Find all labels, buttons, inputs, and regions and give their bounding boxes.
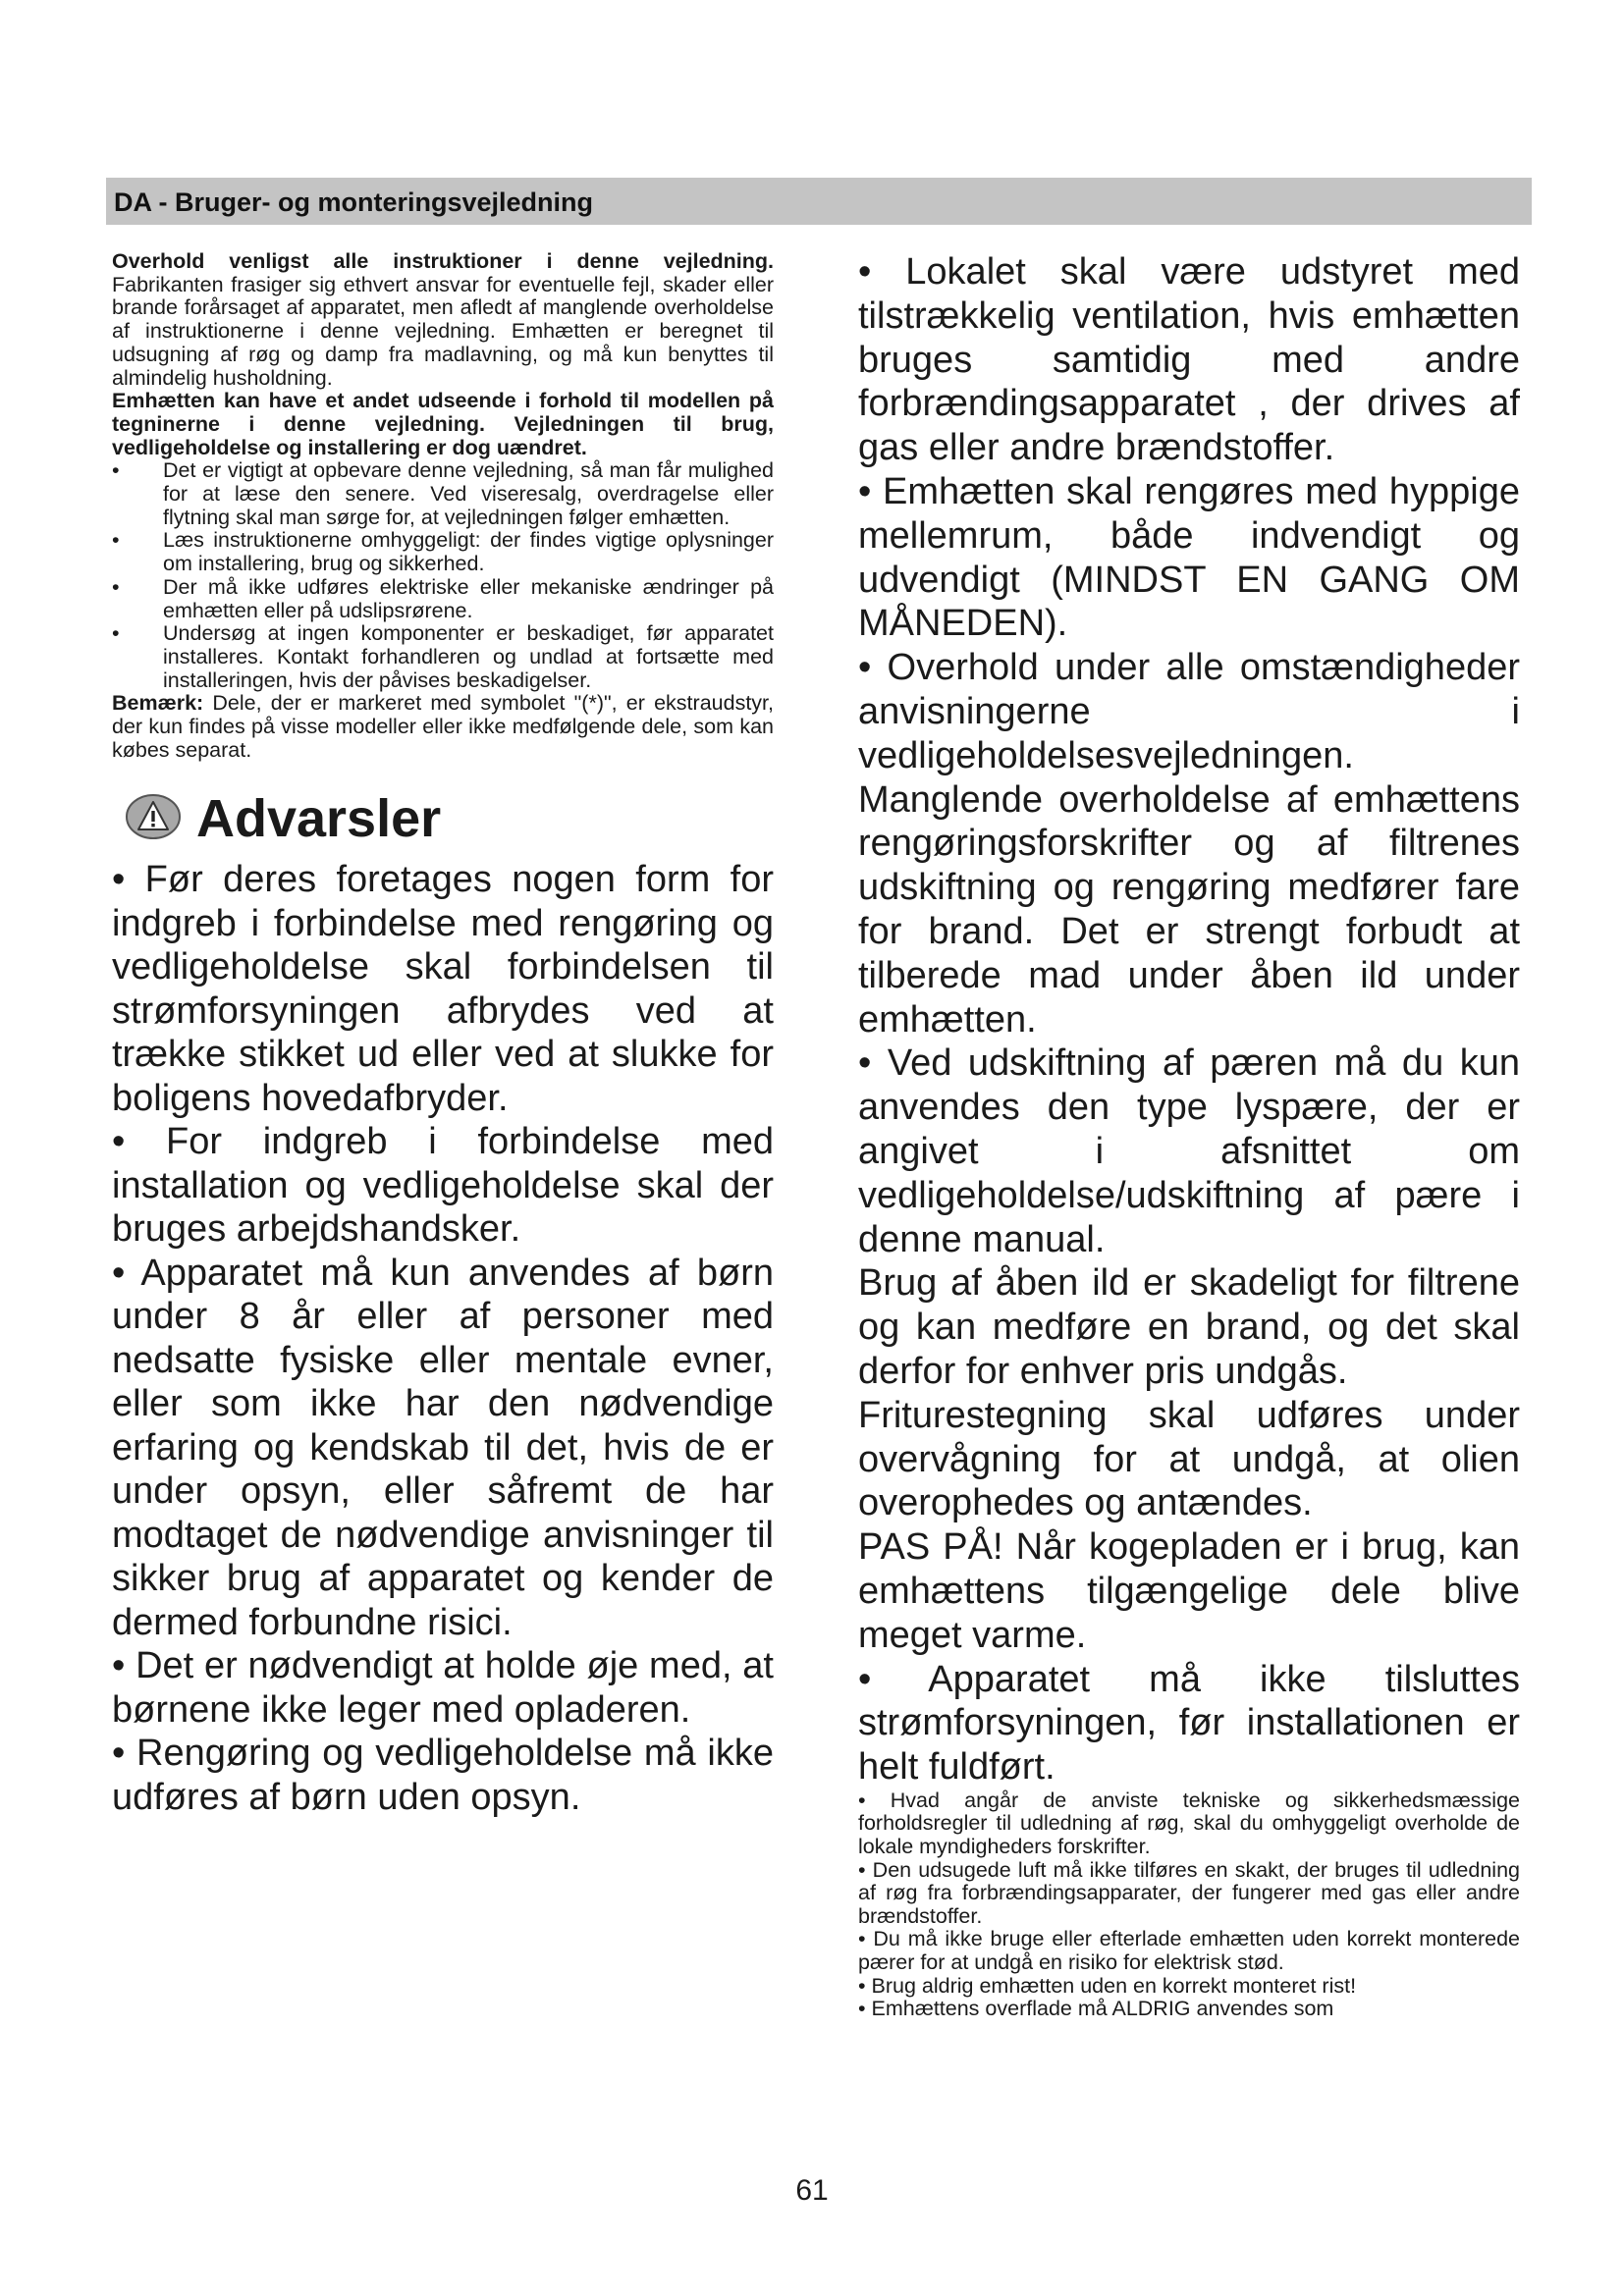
warning-paragraph: • Det er nødvendigt at holde øje med, at børnene ikke leger med opladeren. — [112, 1645, 774, 1731]
right-paragraph: • Lokalet skal være udstyret med tilstrækkelig ventilation, hvis emhætten bruges samtidig med andre forbrændingsapparatet , der drives af gas eller andre brændstoffer. — [858, 251, 1520, 469]
intro-paragraph — [112, 250, 774, 390]
note-text: Dele, der er markeret med symbolet "(*)", er ekstraudstyr, der kun findes på visse modeller eller ikke medfølgende dele, som kan købes separat. — [112, 691, 774, 762]
section-header-title: DA - Bruger- og monteringsvejledning — [114, 187, 594, 217]
section-header-bar — [106, 178, 1532, 225]
page-number: 61 — [795, 2174, 829, 2207]
right-small-paragraph: • Hvad angår de anviste tekniske og sikkerhedsmæssige forholdsregler til udledning af røg, skal du omhyggeligt overholde de lokale myndigheders forskrifter. — [858, 1788, 1520, 1859]
note-paragraph — [112, 692, 774, 762]
right-small-paragraph: • Brug aldrig emhætten uden en korrekt monteret rist! — [858, 1973, 1357, 1998]
right-paragraph: PAS PÅ! Når kogepladen er i brug, kan emhættens tilgængelige dele blive meget varme. — [858, 1526, 1520, 1656]
list-item-text: Undersøg at ingen komponenter er beskadiget, før apparatet installeres. Kontakt forhandleren og undlad at fortsætte med installeringen, hvis der påvises beskadigelser. — [163, 621, 774, 692]
bullet-dot: • — [112, 574, 120, 599]
list-item — [112, 529, 774, 575]
right-paragraph: Brug af åben ild er skadeligt for filtrene og kan medføre en brand, og det skal derfor for enhver pris undgås. — [858, 1262, 1520, 1392]
warnings-title: Advarsler — [196, 789, 442, 849]
list-item-text: Det er vigtigt at opbevare denne vejledning, så man får mulighed for at læse den senere. Ved viseresalg, overdragelse eller flytning skal man sørge for, at vejledningen følger emhætten. — [163, 458, 774, 529]
right-paragraph: • Emhætten skal rengøres med hyppige mellemrum, både indvendigt og udvendigt (MINDST EN GANG OM MÅNEDEN). — [858, 470, 1520, 645]
bullet-dot: • — [112, 458, 120, 483]
warning-paragraph: • For indgreb i forbindelse med installation og vedligeholdelse skal der bruges arbejdshandsker. — [112, 1121, 774, 1251]
right-paragraph: Friturestegning skal udføres under overvågning for at undgå, at olien overophedes og antændes. — [858, 1394, 1520, 1524]
right-paragraph: • Ved udskiftning af pæren må du kun anvendes den type lyspære, der er angivet i afsnittet om vedligeholdelse/udskiftning af pære i denne manual. — [858, 1042, 1520, 1260]
list-item — [112, 459, 774, 529]
warnings-heading — [112, 787, 774, 850]
warning-icon — [126, 793, 181, 845]
list-item — [112, 622, 774, 692]
left-column — [112, 250, 774, 1819]
list-item-text: Læs instruktionerne omhyggeligt: der findes vigtige oplysninger om installering, brug og sikkerhed. — [163, 528, 774, 576]
note-label: Bemærk: — [112, 691, 204, 716]
bullet-dot: • — [112, 621, 120, 646]
list-item-text: Der må ikke udføres elektriske eller mekaniske ændringer på emhætten eller på udslipsrørene. — [163, 574, 774, 622]
model-note: Emhætten kan have et andet udseende i forhold til modellen på tegninerne i denne vejledning. Vejledningen til brug, vedligeholdelse og installering er dog uændret. — [112, 389, 774, 459]
right-small-paragraph: • Du må ikke bruge eller efterlade emhætten uden korrekt monterede pærer for at undgå en risiko for elektrisk stød. — [858, 1927, 1520, 1975]
warning-paragraph: • Rengøring og vedligeholdelse må ikke udføres af børn uden opsyn. — [112, 1733, 774, 1818]
intro-bold-sentence: Overhold venligst alle instruktioner i denne vejledning. — [112, 249, 774, 273]
right-small-paragraph: • Den udsugede luft må ikke tilføres en skakt, der bruges til udledning af røg fra forbrændingsapparater, der fungerer med gas eller andre brændstoffer. — [858, 1857, 1520, 1928]
right-column — [858, 250, 1520, 2021]
warning-paragraph: • Apparatet må kun anvendes af børn under 8 år eller af personer med nedsatte fysiske eller mentale evner, eller som ikke har den nødvendige erfaring og kendskab til det, hvis de er under opsyn, eller såfremt de har modtaget de nødvendige anvisninger til sikker brug af apparatet og kender de dermed forbundne risici. — [112, 1252, 774, 1643]
right-paragraph: • Overhold under alle omstændigheder anvisningerne i vedligeholdelsesvejledningen. — [858, 647, 1520, 776]
warning-paragraph: • Før deres foretages nogen form for indgreb i forbindelse med rengøring og vedligeholdelse skal forbindelsen til strømforsyningen afbrydes ved at trække stikket ud eller ved at slukke for boligens hovedafbryder. — [112, 859, 774, 1119]
right-paragraph: Manglende overholdelse af emhættens rengøringsforskrifter og af filtrenes udskiftning og rengøring medfører fare for brand. Det er strengt forbudt at tilberede mad under åben ild under emhætten. — [858, 778, 1520, 1041]
right-small-paragraph: • Emhættens overflade må ALDRIG anvendes som — [858, 1997, 1334, 2021]
intro-text: Fabrikanten frasiger sig ethvert ansvar for eventuelle fejl, skader eller brande forårsaget af apparatet, men afledt af manglende overholdelse af instruktionerne i denne vejledning. Emhætten er beregnet til udsugning af røg og damp fra madlavning, og må kun benyttes til almindelig husholdning. — [112, 272, 774, 390]
bullet-dot: • — [112, 528, 120, 553]
list-item — [112, 576, 774, 622]
right-paragraph: • Apparatet må ikke tilsluttes strømforsyningen, før installationen er helt fuldført. — [858, 1658, 1520, 1789]
